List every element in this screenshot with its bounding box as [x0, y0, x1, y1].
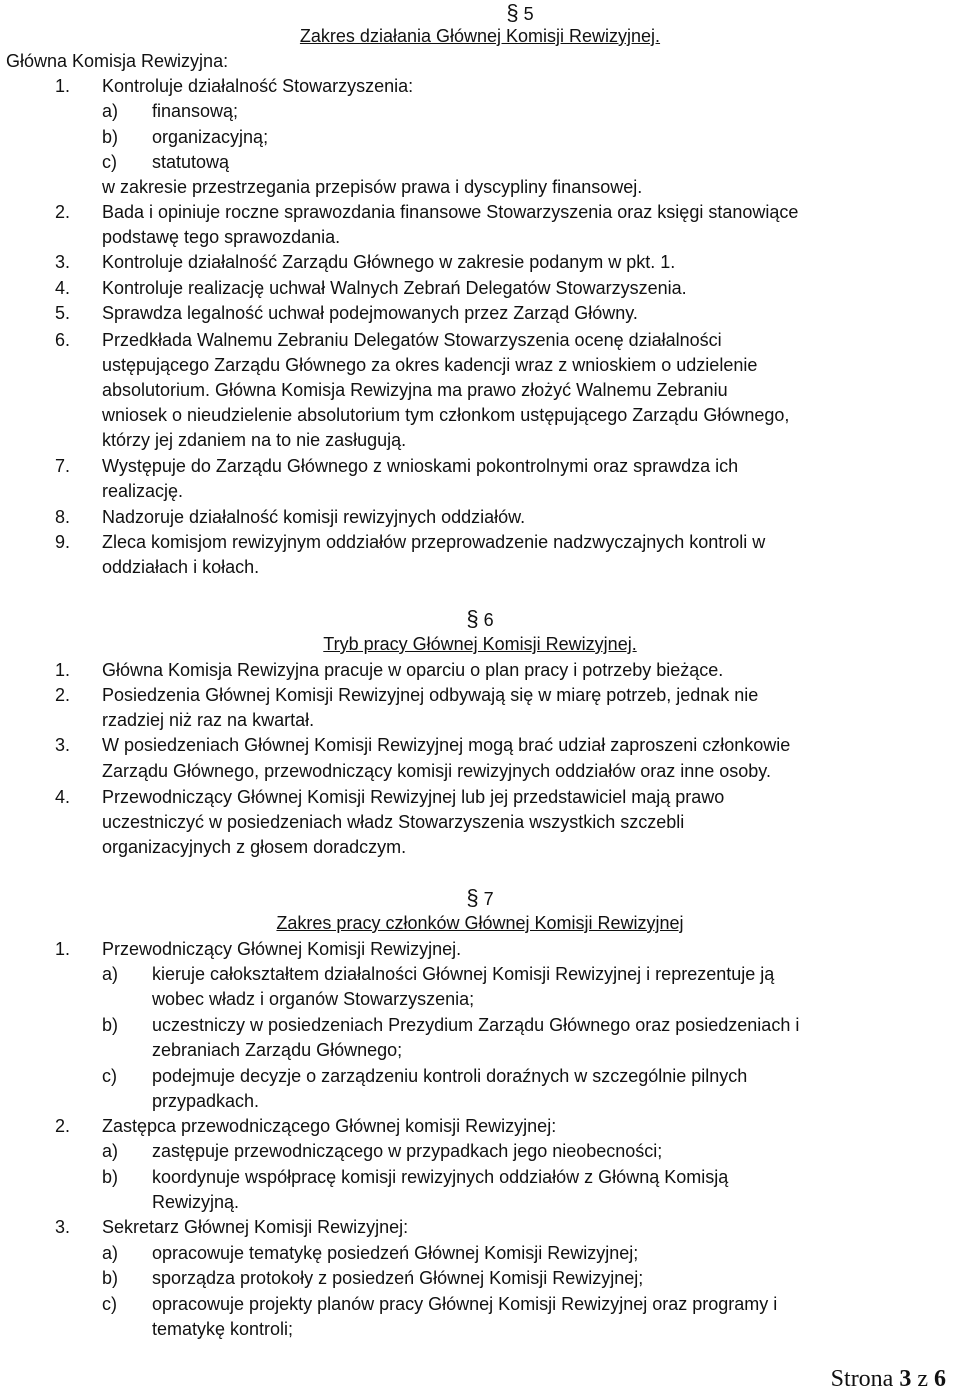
subitem-text: przypadkach. [152, 1091, 260, 1111]
subitem-letter: b) [102, 1167, 119, 1187]
item-number: 3. [55, 735, 71, 755]
subitem-letter: a) [102, 1141, 119, 1161]
item-number: 2. [55, 685, 71, 705]
section-5-title: Zakres działania Głównej Komisji Rewizyjnej. [299, 26, 661, 46]
item-text: ustępującego Zarządu Głównego za okres kadencji wraz z wnioskiem o udzielenie [102, 355, 758, 375]
subitem-letter: a) [102, 101, 119, 121]
subitem-text: opracowuje tematykę posiedzeń Głównej Komisji Rewizyjnej; [152, 1243, 639, 1263]
subitem-letter: a) [102, 1243, 119, 1263]
item-number: 2. [55, 202, 71, 222]
item-text: Kontroluje działalność Stowarzyszenia: [102, 76, 414, 96]
subitem-letter: c) [102, 152, 117, 172]
subitem-letter: a) [102, 964, 119, 984]
item-number: 3. [55, 1217, 71, 1237]
item-text: wniosek o nieudzielenie absolutorium tym członkom ustępującego Zarządu Głównego, [102, 405, 790, 425]
footer-page-total: 6 [934, 1366, 946, 1392]
section-number: 7 [483, 889, 494, 909]
item-text: W posiedzeniach Głównej Komisji Rewizyjnej mogą brać udział zaproszeni członkowie [102, 735, 791, 755]
item-text: Przedkłada Walnemu Zebraniu Delegatów Stowarzyszenia ocenę działalności [102, 330, 722, 350]
item-number: 8. [55, 507, 71, 527]
section-7-title: Zakres pracy członków Głównej Komisji Rewizyjnej [276, 913, 684, 933]
footer-page-number: 3 [899, 1366, 912, 1392]
item-number: 7. [55, 456, 71, 476]
subitem-text: zebraniach Zarządu Głównego; [152, 1040, 403, 1060]
footer-separator: z [917, 1366, 928, 1392]
item-number: 5. [55, 303, 71, 323]
item-number: 1. [55, 76, 71, 96]
item-continuation: w zakresie przestrzegania przepisów prawa i dyscypliny finansowej. [102, 177, 643, 197]
page-footer [831, 1366, 946, 1393]
subitem-text: uczestniczy w posiedzeniach Prezydium Zarządu Głównego oraz posiedzeniach i [152, 1015, 800, 1035]
subitem-text: zastępuje przewodniczącego w przypadkach jego nieobecności; [152, 1141, 663, 1161]
item-text: realizację. [102, 481, 184, 501]
item-number: 3. [55, 252, 71, 272]
subitem-text: kieruje całokształtem działalności Głównej Komisji Rewizyjnej i reprezentuje ją [152, 964, 775, 984]
item-text: którzy jej zdaniem na to nie zasługują. [102, 430, 407, 450]
section-5-number [490, 0, 550, 26]
item-text: oddziałach i kołach. [102, 557, 260, 577]
item-text: Zarządu Głównego, przewodniczący komisji rewizyjnych oddziałów oraz inne osoby. [102, 761, 771, 781]
item-text: Przewodniczący Głównej Komisji Rewizyjnej lub jej przedstawiciel mają prawo [102, 787, 725, 807]
section-mark: § [466, 885, 479, 910]
subitem-letter: b) [102, 1015, 119, 1035]
footer-prefix: Strona [830, 1366, 894, 1392]
item-number: 9. [55, 532, 71, 552]
item-text: Kontroluje działalność Zarządu Głównego w zakresie podanym w pkt. 1. [102, 252, 676, 272]
subitem-text: koordynuje współpracę komisji rewizyjnych oddziałów z Główną Komisją [152, 1167, 729, 1187]
item-number: 2. [55, 1116, 71, 1136]
section-mark: § [506, 0, 519, 25]
item-number: 4. [55, 278, 71, 298]
item-number: 4. [55, 787, 71, 807]
subitem-text: wobec władz i organów Stowarzyszenia; [152, 989, 475, 1009]
section-number: 6 [483, 610, 494, 630]
item-text: Nadzoruje działalność komisji rewizyjnych oddziałów. [102, 507, 526, 527]
subitem-text: tematykę kontroli; [152, 1319, 294, 1339]
subitem-letter: b) [102, 127, 119, 147]
subitem-text: sporządza protokoły z posiedzeń Głównej Komisji Rewizyjnej; [152, 1268, 644, 1288]
subitem-letter: b) [102, 1268, 119, 1288]
section-mark: § [466, 606, 479, 631]
subitem-text: statutową [152, 152, 230, 172]
item-text: Główna Komisja Rewizyjna pracuje w oparciu o plan pracy i potrzeby bieżące. [102, 660, 724, 680]
item-text: podstawę tego sprawozdania. [102, 227, 341, 247]
section-7-number [450, 885, 510, 911]
item-text: Bada i opiniuje roczne sprawozdania finansowe Stowarzyszenia oraz księgi stanowiące [102, 202, 799, 222]
subitem-text: finansową; [152, 101, 239, 121]
subitem-text: podejmuje decyzje o zarządzeniu kontroli doraźnych w szczególnie pilnych [152, 1066, 748, 1086]
item-text: Przewodniczący Głównej Komisji Rewizyjnej. [102, 939, 462, 959]
item-text: organizacyjnych z głosem doradczym. [102, 837, 407, 857]
item-number: 6. [55, 330, 71, 350]
item-number: 1. [55, 939, 71, 959]
item-text: Sprawdza legalność uchwał podejmowanych przez Zarząd Główny. [102, 303, 638, 323]
item-number: 1. [55, 660, 71, 680]
item-text: rzadziej niż raz na kwartał. [102, 710, 315, 730]
subitem-text: organizacyjną; [152, 127, 269, 147]
item-text: absolutorium. Główna Komisja Rewizyjna ma prawo złożyć Walnemu Zebraniu [102, 380, 728, 400]
item-text: Występuje do Zarządu Głównego z wnioskami pokontrolnymi oraz sprawdza ich [102, 456, 739, 476]
subitem-text: Rewizyjną. [152, 1192, 240, 1212]
subitem-letter: c) [102, 1294, 117, 1314]
item-text: Posiedzenia Głównej Komisji Rewizyjnej odbywają się w miarę potrzeb, jednak nie [102, 685, 759, 705]
item-text: uczestniczyć w posiedzeniach władz Stowarzyszenia wszystkich szczebli [102, 812, 685, 832]
subitem-text: opracowuje projekty planów pracy Głównej Komisji Rewizyjnej oraz programy i [152, 1294, 778, 1314]
subitem-letter: c) [102, 1066, 117, 1086]
section-number: 5 [523, 4, 534, 24]
section-6-title: Tryb pracy Głównej Komisji Rewizyjnej. [323, 634, 637, 654]
item-text: Zleca komisjom rewizyjnym oddziałów przeprowadzenie nadzwyczajnych kontroli w [102, 532, 766, 552]
item-text: Kontroluje realizację uchwał Walnych Zebrań Delegatów Stowarzyszenia. [102, 278, 687, 298]
section-6-number [450, 606, 510, 632]
section-5-intro: Główna Komisja Rewizyjna: [6, 51, 229, 71]
item-text: Sekretarz Głównej Komisji Rewizyjnej: [102, 1217, 409, 1237]
item-text: Zastępca przewodniczącego Głównej komisji Rewizyjnej: [102, 1116, 557, 1136]
